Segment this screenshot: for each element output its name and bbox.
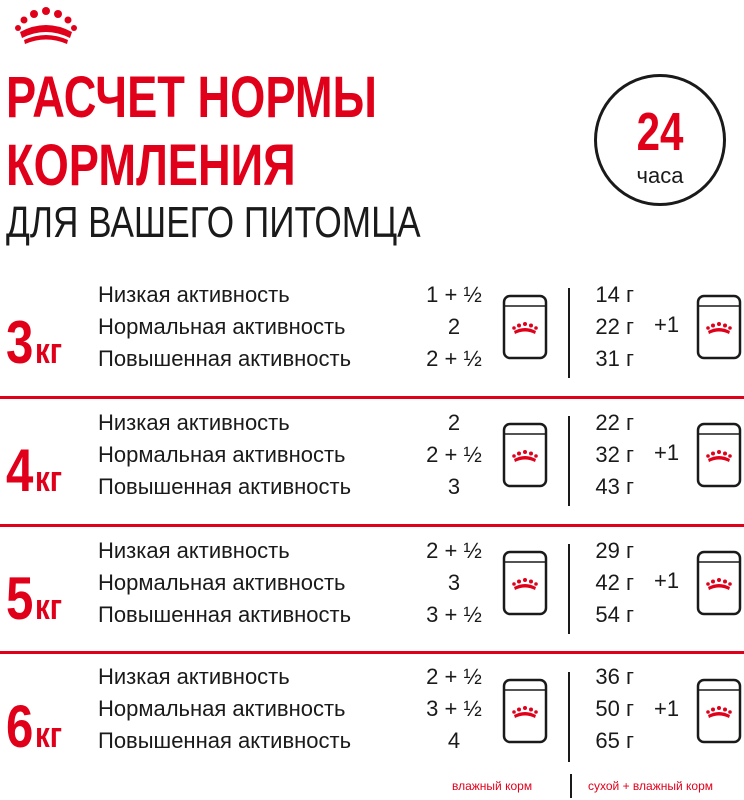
weight-number: 4 bbox=[6, 437, 34, 504]
weight-label bbox=[6, 308, 62, 377]
activity-label: Повышенная активность bbox=[98, 346, 352, 371]
pouch-icon bbox=[502, 422, 548, 488]
weight-block-3kg bbox=[0, 270, 744, 398]
title-line-2: КОРМЛЕНИЯ bbox=[6, 133, 296, 198]
table-row bbox=[98, 570, 634, 600]
activity-label: Нормальная активность bbox=[98, 442, 346, 467]
weight-unit: кг bbox=[35, 714, 63, 755]
plus-pouch-label: +1 bbox=[654, 440, 680, 465]
wet-amount: 2 + ½ bbox=[426, 538, 482, 563]
activity-label: Повышенная активность bbox=[98, 602, 352, 627]
table-row bbox=[98, 474, 634, 504]
wet-amount: 2 + ½ bbox=[426, 442, 482, 467]
royal-crown-icon bbox=[14, 6, 78, 48]
pouch-icon bbox=[696, 294, 742, 360]
wet-amount: 3 + ½ bbox=[426, 696, 482, 721]
pouch-icon bbox=[696, 550, 742, 616]
table-row bbox=[98, 314, 634, 344]
table-row bbox=[98, 664, 634, 694]
weight-block-5kg bbox=[0, 526, 744, 654]
badge-number: 24 bbox=[636, 102, 684, 162]
weight-block-6kg bbox=[0, 654, 744, 782]
dry-grams: 43 г bbox=[595, 474, 634, 499]
weight-number: 5 bbox=[6, 565, 34, 632]
table-row bbox=[98, 602, 634, 632]
activity-label: Низкая активность bbox=[98, 282, 290, 307]
wet-amount: 2 bbox=[447, 314, 461, 339]
dry-grams: 14 г bbox=[595, 282, 634, 307]
activity-label: Повышенная активность bbox=[98, 728, 352, 753]
plus-pouch-label: +1 bbox=[654, 696, 680, 721]
table-row bbox=[98, 538, 634, 568]
pouch-icon bbox=[502, 550, 548, 616]
activity-label: Нормальная активность bbox=[98, 314, 346, 339]
dry-grams: 32 г bbox=[595, 442, 634, 467]
subtitle: ДЛЯ ВАШЕГО ПИТОМЦА bbox=[6, 198, 421, 247]
table-row bbox=[98, 410, 634, 440]
dry-grams: 22 г bbox=[595, 314, 634, 339]
table-row bbox=[98, 442, 634, 472]
weight-unit: кг bbox=[35, 330, 63, 371]
wet-amount: 4 bbox=[447, 728, 461, 753]
weight-number: 3 bbox=[6, 309, 34, 376]
wet-amount: 3 bbox=[447, 474, 461, 499]
column-divider bbox=[568, 672, 570, 762]
pouch-icon bbox=[502, 678, 548, 744]
legend-mixed-food: сухой + влажный корм bbox=[588, 779, 713, 793]
activity-label: Низкая активность bbox=[98, 410, 290, 435]
dry-grams: 29 г bbox=[595, 538, 634, 563]
activity-label: Низкая активность bbox=[98, 664, 290, 689]
dry-grams: 65 г bbox=[595, 728, 634, 753]
table-row bbox=[98, 728, 634, 758]
dry-grams: 36 г bbox=[595, 664, 634, 689]
title-line-1: РАСЧЕТ НОРМЫ bbox=[6, 65, 377, 130]
activity-label: Повышенная активность bbox=[98, 474, 352, 499]
wet-amount: 1 + ½ bbox=[426, 282, 482, 307]
weight-label bbox=[6, 692, 62, 761]
pouch-icon bbox=[696, 678, 742, 744]
weight-label bbox=[6, 436, 62, 505]
column-divider bbox=[568, 544, 570, 634]
table-row bbox=[98, 282, 634, 312]
plus-pouch-label: +1 bbox=[654, 568, 680, 593]
weight-label bbox=[6, 564, 62, 633]
activity-label: Нормальная активность bbox=[98, 570, 346, 595]
activity-label: Низкая активность bbox=[98, 538, 290, 563]
wet-amount: 2 + ½ bbox=[426, 346, 482, 371]
dry-grams: 22 г bbox=[595, 410, 634, 435]
wet-amount: 3 bbox=[447, 570, 461, 595]
wet-amount: 3 + ½ bbox=[426, 602, 482, 627]
wet-amount: 2 bbox=[447, 410, 461, 435]
weight-number: 6 bbox=[6, 693, 34, 760]
plus-pouch-label: +1 bbox=[654, 312, 680, 337]
dry-grams: 54 г bbox=[595, 602, 634, 627]
pouch-icon bbox=[696, 422, 742, 488]
wet-amount: 2 + ½ bbox=[426, 664, 482, 689]
weight-block-4kg bbox=[0, 398, 744, 526]
table-row bbox=[98, 346, 634, 376]
weight-unit: кг bbox=[35, 586, 63, 627]
pouch-icon bbox=[502, 294, 548, 360]
dry-grams: 42 г bbox=[595, 570, 634, 595]
activity-label: Нормальная активность bbox=[98, 696, 346, 721]
table-row bbox=[98, 696, 634, 726]
hours-badge bbox=[594, 74, 726, 206]
column-divider bbox=[568, 288, 570, 378]
dry-grams: 31 г bbox=[595, 346, 634, 371]
badge-unit: часа bbox=[636, 163, 684, 188]
legend-wet-food: влажный корм bbox=[452, 779, 533, 793]
dry-grams: 50 г bbox=[595, 696, 634, 721]
legend-divider bbox=[570, 774, 572, 798]
column-divider bbox=[568, 416, 570, 506]
weight-unit: кг bbox=[35, 458, 63, 499]
